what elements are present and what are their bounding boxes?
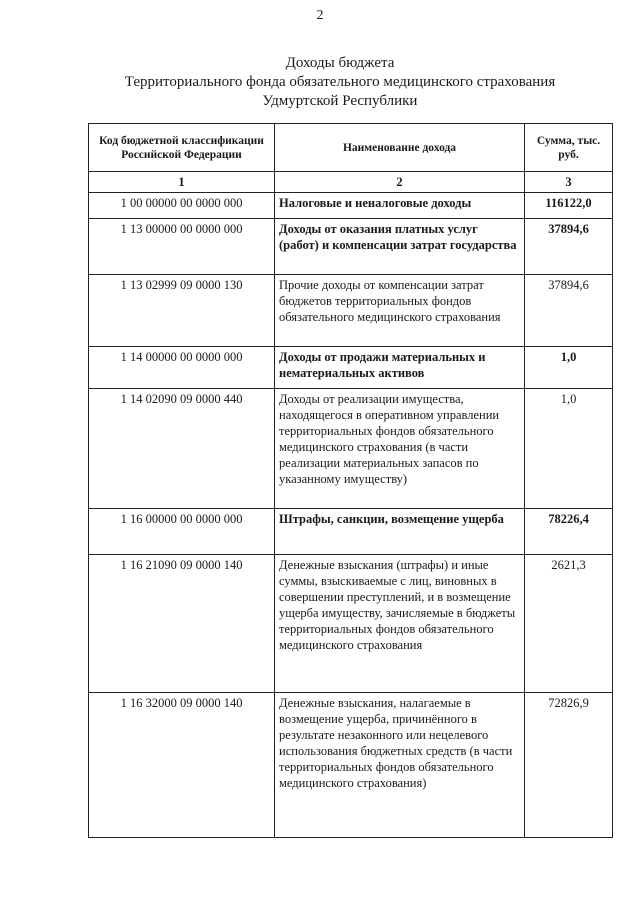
cell-name: Прочие доходы от компенсации затрат бюджетов территориальных фондов обязательного медицинского страхования: [275, 275, 525, 347]
cell-code: 1 14 02090 09 0000 440: [89, 389, 275, 509]
table-row: [89, 509, 613, 555]
header-code: Код бюджетной классификации Российской Федерации: [89, 124, 275, 172]
table-row: [89, 219, 613, 275]
budget-income-table: [88, 123, 613, 838]
cell-code: 1 16 32000 09 0000 140: [89, 693, 275, 838]
column-number: 2: [275, 172, 525, 193]
cell-name: Доходы от оказания платных услуг (работ) и компенсации затрат государства: [275, 219, 525, 275]
cell-code: 1 16 00000 00 0000 000: [89, 509, 275, 555]
cell-name: Штрафы, санкции, возмещение ущерба: [275, 509, 525, 555]
column-number: 3: [525, 172, 613, 193]
table-row: [89, 693, 613, 838]
cell-amount: 37894,6: [525, 275, 613, 347]
table-row: [89, 389, 613, 509]
column-number: 1: [89, 172, 275, 193]
column-number-row: [89, 172, 613, 193]
cell-amount: 78226,4: [525, 509, 613, 555]
cell-amount: 1,0: [525, 347, 613, 389]
title-line-3: Удмуртской Республики: [262, 93, 418, 109]
table-header-row: [89, 124, 613, 172]
cell-code: 1 13 00000 00 0000 000: [89, 219, 275, 275]
header-name: Наименование дохода: [275, 124, 525, 172]
table-row: [89, 555, 613, 693]
cell-amount: 116122,0: [525, 193, 613, 219]
cell-amount: 72826,9: [525, 693, 613, 838]
cell-name: Доходы от продажи материальных и нематериальных активов: [275, 347, 525, 389]
table-row: [89, 347, 613, 389]
cell-name: Денежные взыскания, налагаемые в возмещение ущерба, причинённого в результате незаконного или нецелевого использования бюджетных средств (в части территориальных фондов обязательного медицинского страхования): [275, 693, 525, 838]
table-row: [89, 193, 613, 219]
cell-amount: 2621,3: [525, 555, 613, 693]
title-line-1: Доходы бюджета: [285, 55, 395, 71]
cell-code: 1 00 00000 00 0000 000: [89, 193, 275, 219]
table-row: [89, 275, 613, 347]
page-number: 2: [316, 8, 324, 23]
title-line-2: Территориального фонда обязательного медицинского страхования: [124, 74, 556, 90]
cell-amount: 37894,6: [525, 219, 613, 275]
cell-name: Налоговые и неналоговые доходы: [275, 193, 525, 219]
document-title: [60, 54, 620, 111]
cell-name: Доходы от реализации имущества, находящегося в оперативном управлении территориальных фондов обязательного медицинского страхования (в части реализации материальных запасов по указанному имуществу): [275, 389, 525, 509]
cell-amount: 1,0: [525, 389, 613, 509]
cell-code: 1 13 02999 09 0000 130: [89, 275, 275, 347]
cell-code: 1 14 00000 00 0000 000: [89, 347, 275, 389]
cell-name: Денежные взыскания (штрафы) и иные суммы, взыскиваемые с лиц, виновных в совершении преступлений, и в возмещение ущерба имуществу, зачисляемые в бюджеты территориальных фондов обязательного медицинского страхования: [275, 555, 525, 693]
cell-code: 1 16 21090 09 0000 140: [89, 555, 275, 693]
header-amount: Сумма, тыс. руб.: [525, 124, 613, 172]
